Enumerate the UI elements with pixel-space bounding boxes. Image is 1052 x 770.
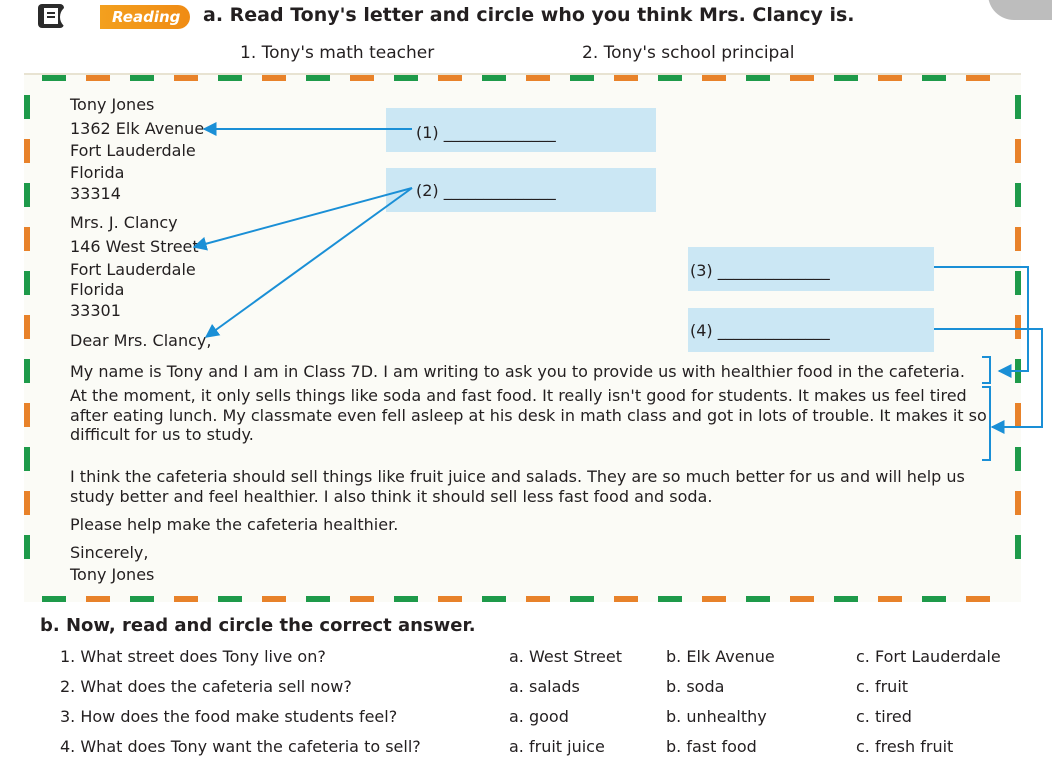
paragraph-4: Please help make the cafeteria healthier.	[70, 515, 399, 534]
closing: Sincerely,	[70, 543, 149, 562]
part-b-title: b. Now, read and circle the correct answer.	[40, 615, 476, 636]
paragraph-3: I think the cafeteria should sell things like fruit juice and salads. They are so much better for us and will help us study better and feel healthier. I also think it should sell less fast food and soda.	[70, 467, 965, 506]
sender-state: Florida	[70, 163, 125, 182]
q3-option-c[interactable]: c. tired	[856, 707, 912, 726]
label-1[interactable]: (1) ______________	[416, 123, 556, 142]
label-arrows	[24, 75, 1052, 602]
q3-option-a[interactable]: a. good	[509, 707, 569, 726]
question-3: 3. How does the food make students feel?	[60, 707, 398, 726]
q2-option-c[interactable]: c. fruit	[856, 677, 909, 696]
letter-envelope	[24, 73, 1021, 602]
choice-math-teacher[interactable]: 1. Tony's math teacher	[240, 43, 435, 63]
question-1: 1. What street does Tony live on?	[60, 647, 326, 666]
q2-option-b[interactable]: b. soda	[666, 677, 725, 696]
sender-name: Tony Jones	[70, 95, 155, 114]
question-title: a. Read Tony's letter and circle who you think Mrs. Clancy is.	[203, 4, 855, 26]
q4-option-c[interactable]: c. fresh fruit	[856, 737, 954, 756]
sender-zip: 33314	[70, 184, 121, 203]
sender-city: Fort Lauderdale	[70, 141, 196, 160]
q4-option-a[interactable]: a. fruit juice	[509, 737, 605, 756]
recipient-city: Fort Lauderdale	[70, 260, 196, 279]
recipient-zip: 33301	[70, 301, 121, 320]
signature: Tony Jones	[70, 565, 155, 584]
q3-option-b[interactable]: b. unhealthy	[666, 707, 767, 726]
greeting: Dear Mrs. Clancy,	[70, 331, 212, 350]
recipient-street: 146 West Street	[70, 237, 199, 256]
choice-principal[interactable]: 2. Tony's school principal	[582, 43, 795, 63]
q2-option-a[interactable]: a. salads	[509, 677, 580, 696]
recipient-state: Florida	[70, 280, 125, 299]
label-2[interactable]: (2) ______________	[416, 181, 556, 200]
label-4[interactable]: (4) ______________	[690, 321, 830, 340]
page-corner-decoration	[988, 0, 1052, 20]
label-3[interactable]: (3) ______________	[690, 261, 830, 280]
question-4: 4. What does Tony want the cafeteria to sell?	[60, 737, 421, 756]
paragraph-2: At the moment, it only sells things like soda and fast food. It really isn't good for students. It makes us feel tired after eating lunch. My classmate even fell asleep at his desk in math class and got in lots of trouble. It makes it so difficult for us to study.	[70, 386, 987, 444]
sender-street: 1362 Elk Avenue	[70, 119, 205, 138]
paragraph-1: My name is Tony and I am in Class 7D. I am writing to ask you to provide us with healthier food in the cafeteria.	[70, 362, 965, 381]
reading-badge: Reading	[60, 5, 190, 29]
recipient-name: Mrs. J. Clancy	[70, 213, 178, 232]
question-2: 2. What does the cafeteria sell now?	[60, 677, 352, 696]
q1-option-c[interactable]: c. Fort Lauderdale	[856, 647, 1001, 666]
q1-option-a[interactable]: a. West Street	[509, 647, 623, 666]
q4-option-b[interactable]: b. fast food	[666, 737, 757, 756]
q1-option-b[interactable]: b. Elk Avenue	[666, 647, 775, 666]
